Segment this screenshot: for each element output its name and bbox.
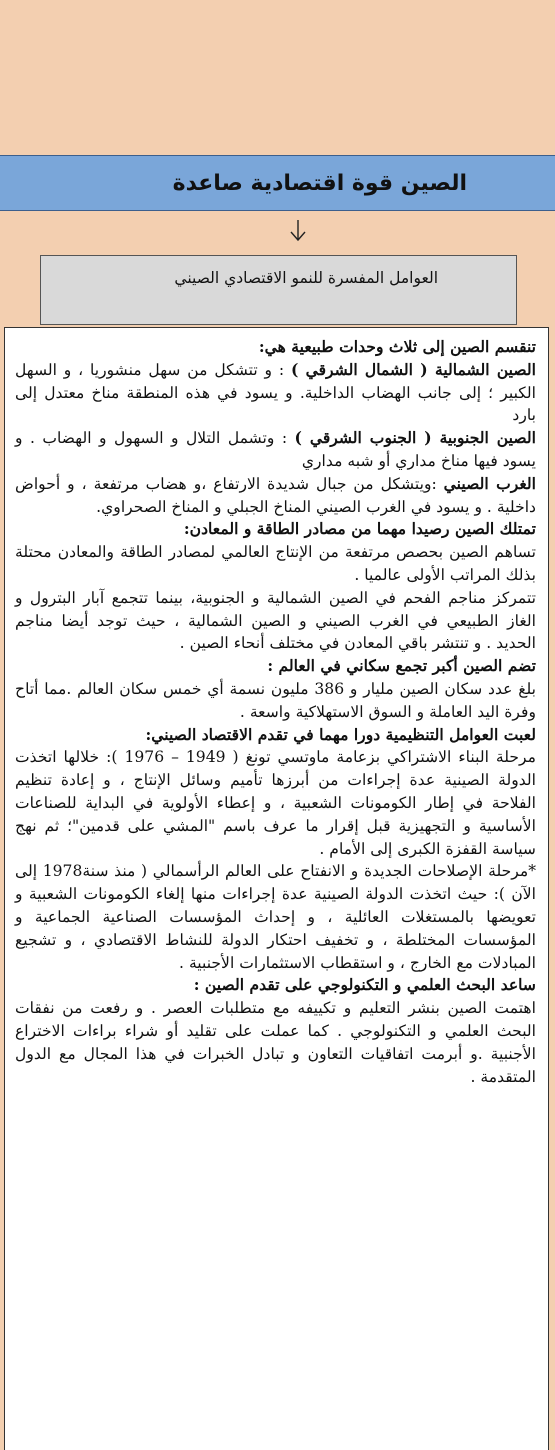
paragraph-west (15, 473, 536, 519)
section-heading-energy: تمتلك الصين رصيدا مهما من مصادر الطاقة و المعادن: (183, 519, 536, 539)
factors-box (40, 255, 517, 325)
text-west: :ويتشكل من جبال شديدة الارتفاع ،و هضاب مرتفعة ، و أحواض داخلية . و يسود في الغرب الصيني المناخ الجبلي و المناخ الصحراوي. (15, 474, 536, 516)
text-north: : و تتشكل من سهل منشوريا ، و السهل الكبير ؛ إلى جانب الهضاب الداخلية. و يسود في هذه المنطقة مناخ معتدل إلى بارد (15, 360, 536, 425)
paragraph-energy-1: تساهم الصين بحصص مرتفعة من الإنتاج العالمي لمصادر الطاقة والمعادن محتلة بذلك المراتب الأولى عالميا . (15, 543, 536, 584)
label-west: الغرب الصيني (443, 473, 536, 493)
paragraph-organization-2: *مرحلة الإصلاحات الجديدة و الانفتاح على العالم الرأسمالي ( منذ سنة1978 إلى الآن ): حيث اتخذت الدولة الصينية عدة إجراءات منها إلغاء الكومونات الشعبية و تعويضها بالمستغلات العائلية ، و إحداث المؤسسات الصناعية الجماعية و المؤسسات المختلطة ، و تخفيف احتكار الدولة للنشاط الاقتصادي ، و تشجيع المبادلات مع الخارج ، و استقطاب الاستثمارات الأجنبية . (15, 862, 536, 972)
paragraph-organization-1: مرحلة البناء الاشتراكي بزعامة ماوتسي تونغ ( 1949 – 1976 ): خلالها اتخذت الدولة الصينية عدة إجراءات من أبرزها تأميم وسائل الإنتاج ، و إعادة تنظيم الفلاحة في إطار الكومونات الشعبية ، و إعطاء الأولوية في البداية للصناعات الأساسية و التجهيزية قبل إقرار ما عرف باسم "المشي على قدمين"؛ ثم نهج سياسة القفزة الكبرى إلى الأمام . (15, 748, 537, 858)
down-arrow-icon (287, 218, 309, 244)
text-south: : وتشمل التلال و السهول و الهضاب . و يسود فيها مناخ مداري أو شبه مداري (15, 429, 536, 470)
content-box (4, 327, 549, 1450)
paragraph-north (15, 359, 536, 427)
page-title: الصين قوة اقتصادية صاعدة (172, 170, 467, 196)
label-south: الصين الجنوبية ( الجنوب الشرقي ) (294, 428, 536, 448)
paragraph-south (15, 427, 536, 473)
title-banner (0, 155, 555, 211)
paragraph-research: اهتمت الصين بنشر التعليم و تكييفه مع متطلبات العصر . و رفعت من نفقات البحث العلمي و التكنولوجي . كما عملت على تقليد أو شراء براءات الاختراع الأجنبية .و أبرمت اتفاقيات التعاون و تبادل الخبرات في هذا المجال مع الدول المتقدمة . (15, 999, 536, 1086)
paragraph-energy-2: تتمركز مناجم الفحم في الصين الشمالية و الجنوبية، بينما تتجمع آبار البترول و الغاز الطبيعي في الغرب الصيني و الصين الشمالية ، حيث توجد أيضا مناجم الحديد . و تنتشر باقي المعادن في مختلف أنحاء الصين . (15, 588, 536, 653)
factors-title: العوامل المفسرة للنمو الاقتصادي الصيني (174, 269, 438, 287)
paragraph-population: بلغ عدد سكان الصين مليار و 386 مليون نسمة أي خمس سكان العالم .مما أتاح وفرة اليد العاملة و السوق الاستهلاكية واسعة . (15, 679, 537, 721)
section-heading-research: ساعد البحث العلمي و التكنولوجي على تقدم الصين : (193, 975, 536, 995)
section-heading-organization: لعبت العوامل التنظيمية دورا مهما في تقدم الاقتصاد الصيني: (145, 724, 536, 744)
section-heading-natural-units: تنقسم الصين إلى ثلاث وحدات طبيعية هي: (258, 337, 536, 356)
section-heading-population: تضم الصين أكبر تجمع سكاني في العالم : (267, 656, 536, 676)
label-north: الصين الشمالية ( الشمال الشرقي ) (290, 359, 536, 379)
